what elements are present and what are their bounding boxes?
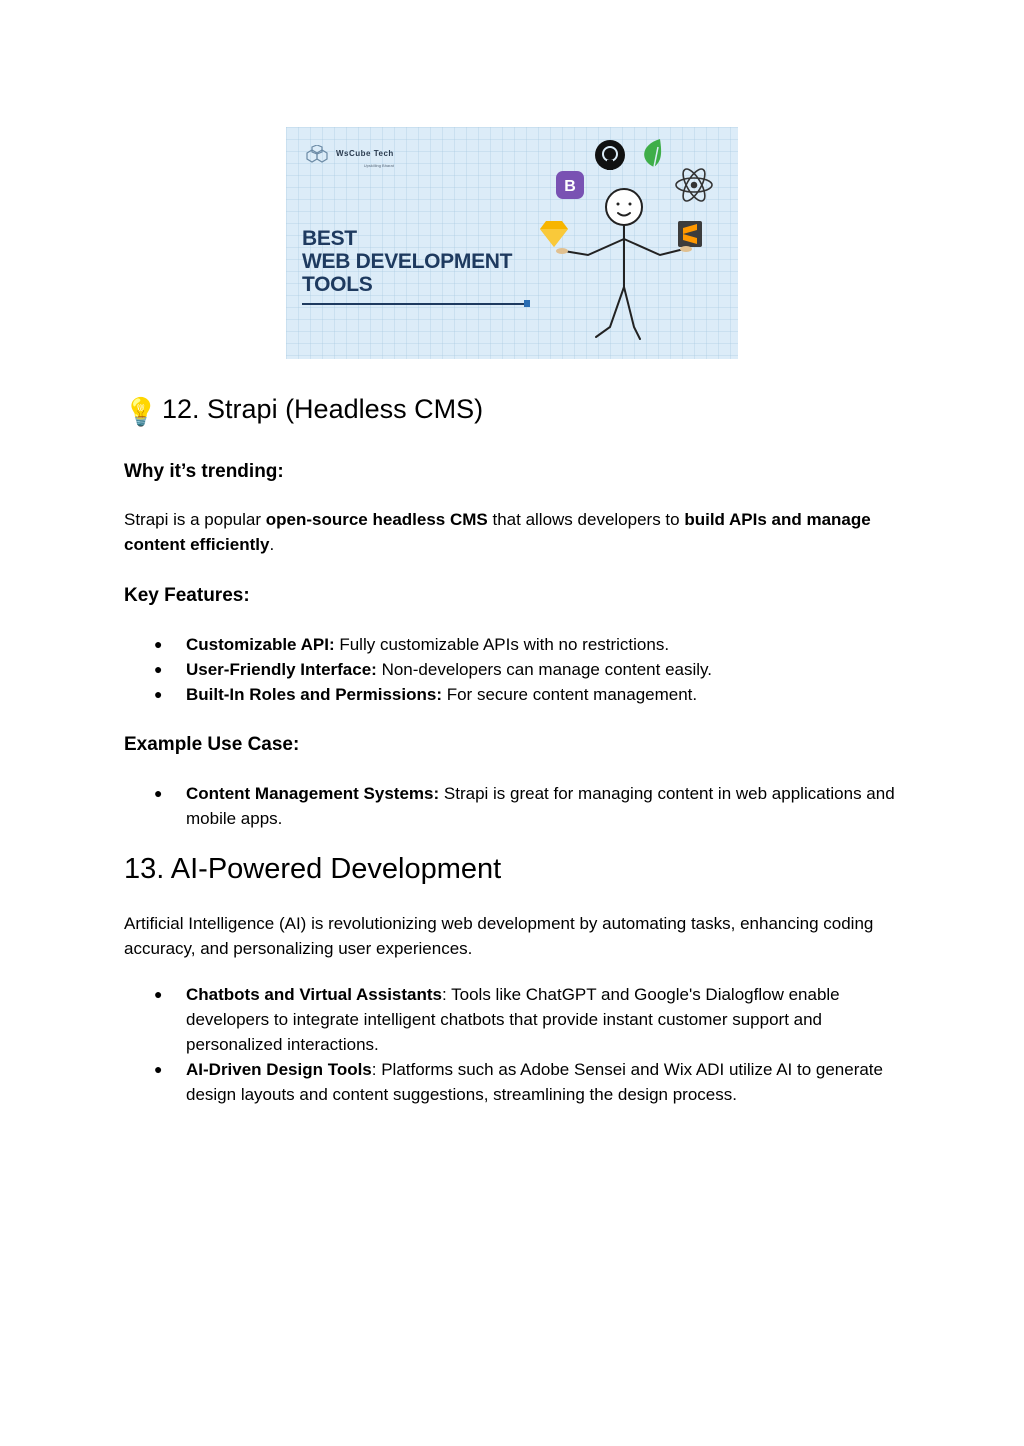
ai-item-label: Chatbots and Virtual Assistants xyxy=(186,985,442,1004)
banner-underline-end xyxy=(524,300,530,307)
bullet-icon: ● xyxy=(154,986,163,1002)
banner-title xyxy=(302,227,512,296)
list-item xyxy=(124,632,904,657)
lightbulb-icon: 💡 xyxy=(124,397,158,427)
list-item xyxy=(124,682,904,707)
list-item xyxy=(124,1057,904,1107)
github-icon xyxy=(595,140,625,170)
usecase-text: Strapi is great for managing content in web applications and mobile apps. xyxy=(186,784,895,828)
left-hand xyxy=(556,248,568,254)
section-13-heading: 13. AI-Powered Development xyxy=(124,853,502,885)
sublime-icon xyxy=(678,221,702,247)
ai-tools-list xyxy=(124,982,904,1107)
bullet-icon: ● xyxy=(154,785,163,801)
brand-logo xyxy=(302,143,394,168)
banner-underline xyxy=(302,303,528,305)
text-run: that allows developers to xyxy=(487,510,685,529)
feature-text: Fully customizable APIs with no restrictions. xyxy=(334,635,670,654)
banner-title-line: TOOLS xyxy=(302,273,373,296)
features-list xyxy=(124,632,904,707)
ai-item-text: : Platforms such as Adobe Sensei and Wix ADI utilize AI to generate design layouts and content suggestions, streamlining the design process. xyxy=(186,1060,883,1104)
feature-text: For secure content management. xyxy=(442,685,698,704)
list-item xyxy=(124,982,904,1057)
feature-label: Customizable API: xyxy=(186,635,335,654)
cubes-icon xyxy=(302,145,332,167)
svg-text:B: B xyxy=(564,178,576,195)
feature-label: Built-In Roles and Permissions: xyxy=(186,685,442,704)
atom-icon xyxy=(676,166,712,204)
right-hand xyxy=(680,246,692,252)
example-use-case-heading: Example Use Case: xyxy=(124,734,300,755)
usecase-list xyxy=(124,781,904,831)
section-13-intro: Artificial Intelligence (AI) is revolutionizing web development by automating tasks, enhancing coding accuracy, and personalizing user experiences. xyxy=(124,914,874,958)
ai-item-label: AI-Driven Design Tools xyxy=(186,1060,372,1079)
bullet-icon: ● xyxy=(154,636,163,652)
feature-text: Non-developers can manage content easily. xyxy=(376,660,713,679)
why-trending-heading: Why it’s trending: xyxy=(124,461,284,482)
section-12-title: 12. Strapi (Headless CMS) xyxy=(162,394,484,424)
section-12-heading xyxy=(124,394,483,428)
bold-run: open-source headless CMS xyxy=(265,510,488,529)
text-run: . xyxy=(269,535,275,554)
list-item xyxy=(124,657,904,682)
usecase-label: Content Management Systems: xyxy=(186,784,440,803)
ai-item-text: : Tools like ChatGPT and Google's Dialogflow enable developers to integrate intelligent chatbots that provide instant customer support and personalized interactions. xyxy=(186,985,840,1054)
bold-run: build APIs and manage content efficiently xyxy=(124,510,871,554)
bullet-icon: ● xyxy=(154,1061,163,1077)
banner-title-line: BEST xyxy=(302,227,357,250)
banner-title-line: WEB DEVELOPMENT xyxy=(302,250,513,273)
bootstrap-icon xyxy=(556,171,584,199)
why-trending-paragraph xyxy=(124,507,914,557)
list-item xyxy=(124,781,904,831)
banner-illustration xyxy=(536,127,738,359)
brand-name: WsCube Tech xyxy=(336,149,394,158)
key-features-heading: Key Features: xyxy=(124,585,250,606)
feature-label: User-Friendly Interface: xyxy=(186,660,377,679)
text-run: Strapi is a popular xyxy=(124,510,266,529)
brand-tagline: Upskilling Bharat xyxy=(363,163,394,168)
bullet-icon: ● xyxy=(154,686,163,702)
banner-image xyxy=(286,127,738,359)
stick-figure xyxy=(564,189,684,339)
leaf-icon xyxy=(644,139,661,167)
bullet-icon: ● xyxy=(154,661,163,677)
